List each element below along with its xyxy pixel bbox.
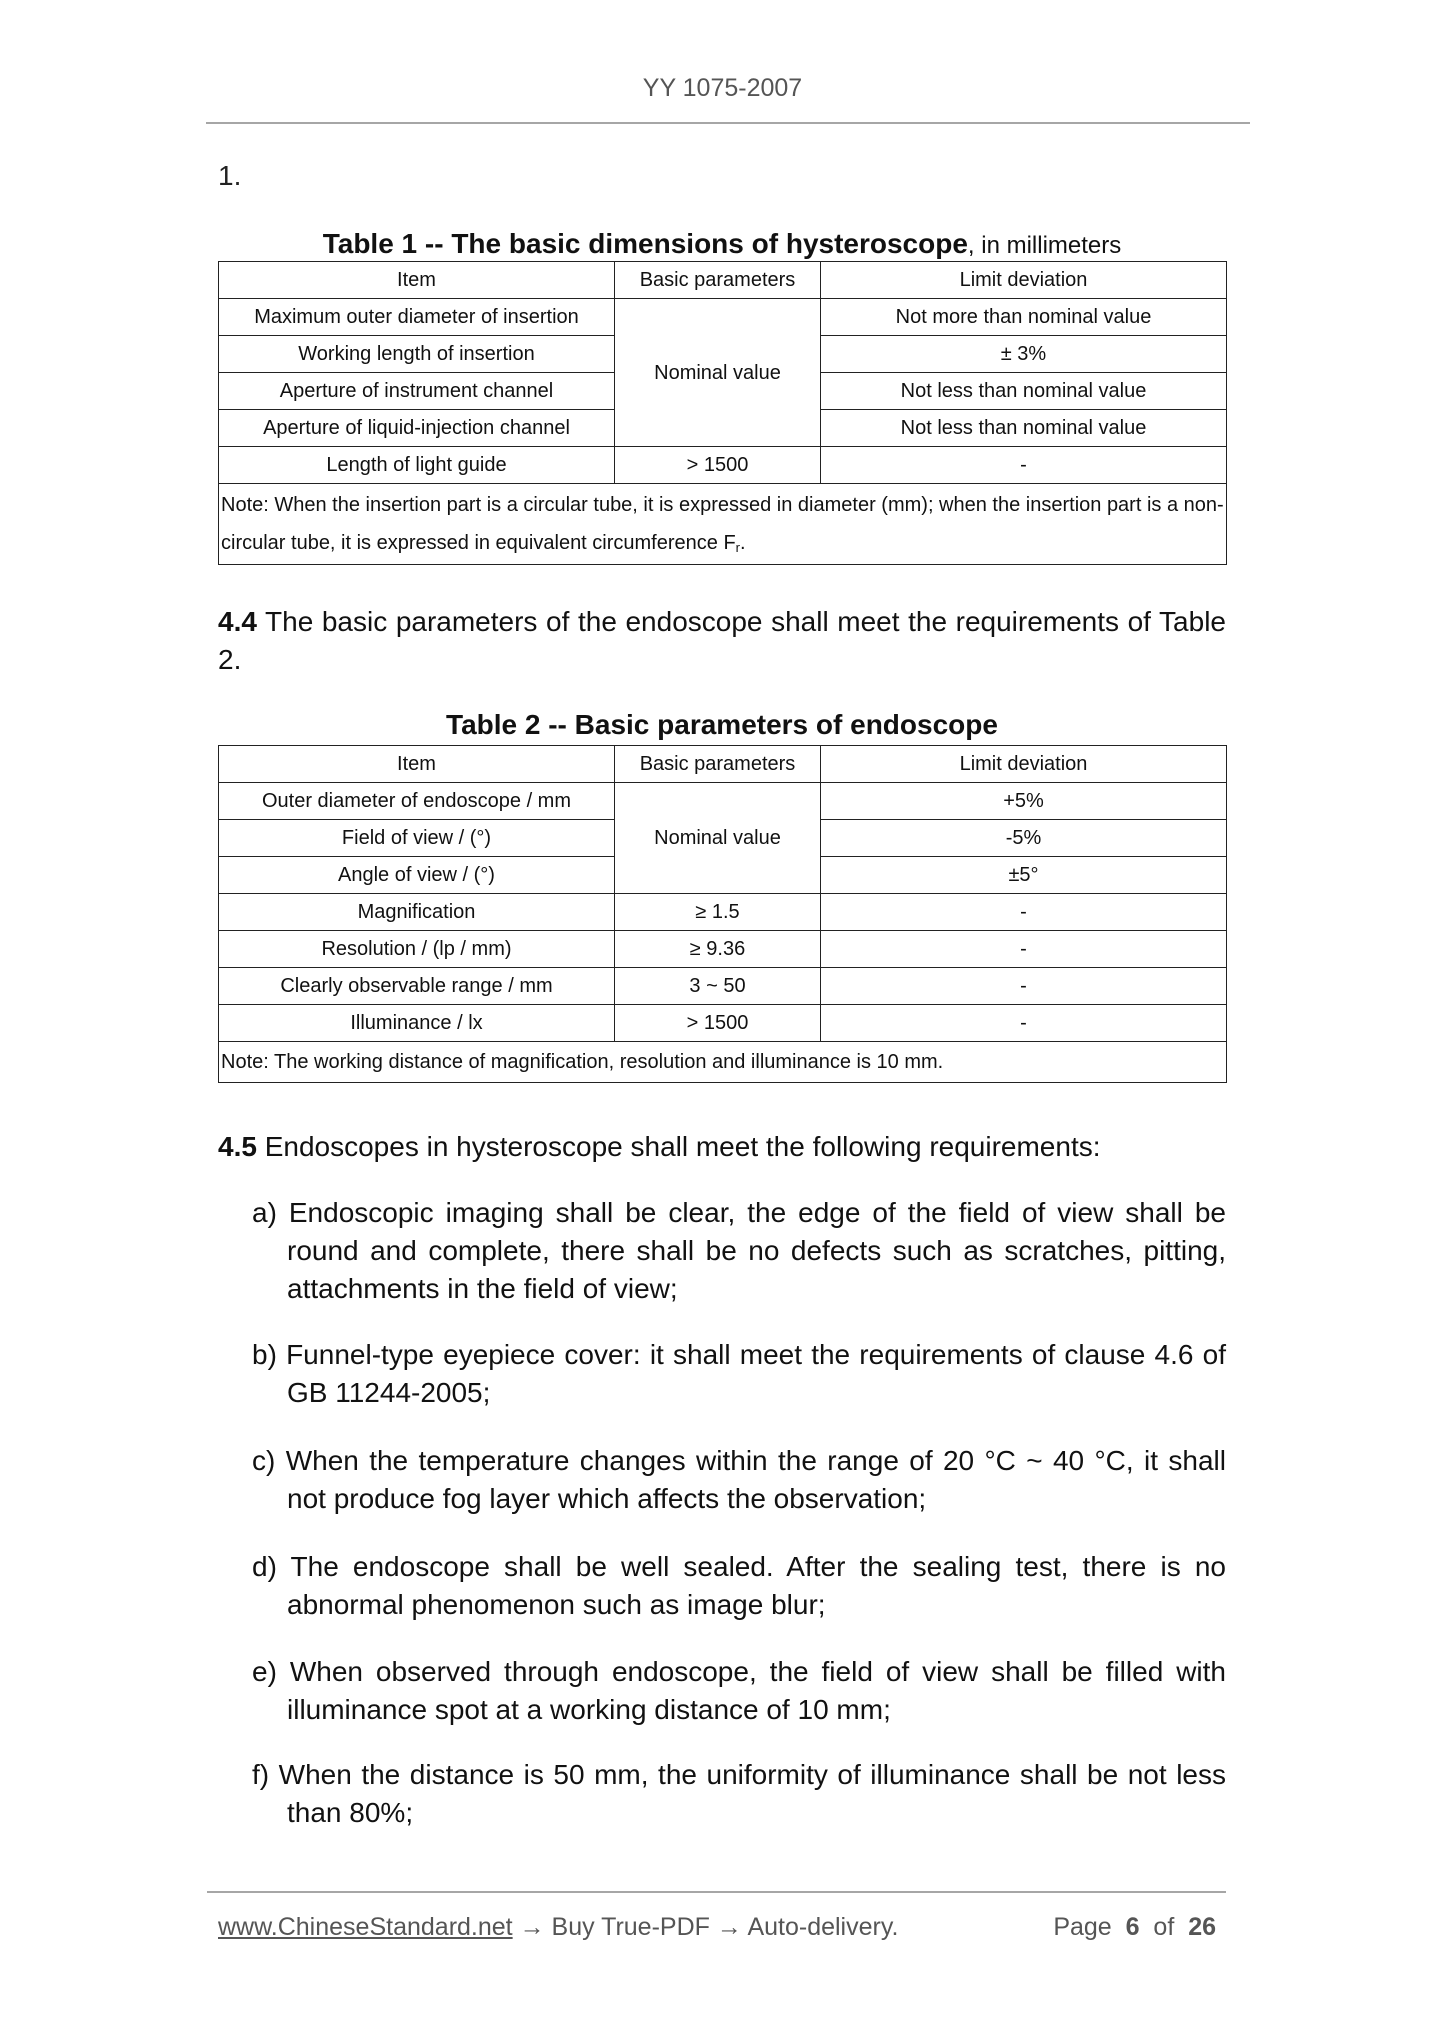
cell-item: Illuminance / lx (219, 1005, 615, 1042)
cell-basic: 3 ~ 50 (615, 968, 821, 1005)
table1-caption-unit: , in millimeters (967, 232, 1122, 259)
table-row (219, 299, 1227, 336)
table1-caption-title: Table 1 -- The basic dimensions of hysteroscope (322, 228, 968, 259)
section-4-5-number: 4.5 (218, 1131, 257, 1162)
section-4-4-text: The basic parameters of the endoscope shall meet the requirements of Table 2. (218, 606, 1226, 675)
column-header: Item (219, 262, 615, 299)
section-4-4 (218, 603, 1226, 679)
cell-item: Length of light guide (219, 447, 615, 484)
cell-basic: > 1500 (615, 1005, 821, 1042)
table-row (219, 783, 1227, 820)
cell-item: Field of view / (°) (219, 820, 615, 857)
cell-item: Resolution / (lp / mm) (219, 931, 615, 968)
header-rule (206, 122, 1250, 124)
cell-limit: - (821, 968, 1227, 1005)
running-header: YY 1075-2007 (642, 74, 803, 102)
arrow-right-icon: → (716, 1913, 742, 1941)
footer-rule (207, 1891, 1226, 1893)
column-header: Limit deviation (821, 746, 1227, 783)
page-total: 26 (1188, 1913, 1216, 1941)
arrow-right-icon: → (519, 1913, 545, 1941)
table1-caption (218, 227, 1226, 263)
cell-basic: > 1500 (615, 447, 821, 484)
table2 (218, 745, 1227, 1083)
column-header: Basic parameters (615, 746, 821, 783)
cell-item: Maximum outer diameter of insertion (219, 299, 615, 336)
column-header: Item (219, 746, 615, 783)
cell-item: Outer diameter of endoscope / mm (219, 783, 615, 820)
cell-item: Angle of view / (°) (219, 857, 615, 894)
cell-basic-merged: Nominal value (615, 783, 821, 894)
cell-item: Working length of insertion (219, 336, 615, 373)
section-4-5-text: Endoscopes in hysteroscope shall meet the following requirements: (256, 1131, 1101, 1162)
footer-step-delivery: Auto-delivery. (747, 1913, 899, 1941)
table1-note-text: Note: When the insertion part is a circular tube, it is expressed in diameter (mm); when the insertion part is a non-circular tube, it is expressed in equivalent circumference F (221, 494, 1224, 554)
page-current: 6 (1125, 1913, 1140, 1941)
page-label: Page (1053, 1913, 1112, 1941)
cell-item: Magnification (219, 894, 615, 931)
cell-basic: ≥ 9.36 (615, 931, 821, 968)
table1-header-row (219, 262, 1227, 299)
table-row (219, 968, 1227, 1005)
cell-limit: - (821, 894, 1227, 931)
cell-limit: Not less than nominal value (821, 373, 1227, 410)
page-of: of (1153, 1913, 1175, 1941)
table2-note: Note: The working distance of magnification, resolution and illuminance is 10 mm. (219, 1042, 1227, 1083)
cell-limit: - (821, 447, 1227, 484)
table2-note-row (219, 1042, 1227, 1083)
table2-caption: Table 2 -- Basic parameters of endoscope (446, 709, 998, 740)
requirement-item-c: c) When the temperature changes within the range of 20 °C ~ 40 °C, it shall not produce fog layer which affects the observation; (252, 1445, 1226, 1514)
cell-limit: ±5° (821, 857, 1227, 894)
table1 (218, 261, 1227, 565)
requirement-item-e: e) When observed through endoscope, the field of view shall be filled with illuminance spot at a working distance of 10 mm; (252, 1656, 1226, 1725)
cell-limit: Not more than nominal value (821, 299, 1227, 336)
requirement-item-a: a) Endoscopic imaging shall be clear, the edge of the field of view shall be round and complete, there shall be no defects such as scratches, pitting, attachments in the field of view; (252, 1197, 1226, 1304)
website-link[interactable]: www.ChineseStandard.net (218, 1913, 513, 1941)
column-header: Limit deviation (821, 262, 1227, 299)
table1-note-row (219, 484, 1227, 565)
cell-limit: +5% (821, 783, 1227, 820)
table1-note-end: . (740, 532, 746, 554)
table-row (219, 1005, 1227, 1042)
requirement-item-b: b) Funnel-type eyepiece cover: it shall meet the requirements of clause 4.6 of GB 11244-2005; (252, 1339, 1226, 1408)
cell-limit: - (821, 1005, 1227, 1042)
requirement-item-d: d) The endoscope shall be well sealed. After the sealing test, there is no abnormal phenomenon such as image blur; (252, 1551, 1226, 1620)
table-row (219, 894, 1227, 931)
cell-limit: ± 3% (821, 336, 1227, 373)
section-4-4-number: 4.4 (218, 606, 257, 637)
cell-basic-merged: Nominal value (615, 299, 821, 447)
requirement-item-f: f) When the distance is 50 mm, the uniformity of illuminance shall be not less than 80%; (252, 1759, 1226, 1828)
cell-item: Aperture of liquid-injection channel (219, 410, 615, 447)
cell-basic: ≥ 1.5 (615, 894, 821, 931)
table-row (219, 931, 1227, 968)
cell-limit: -5% (821, 820, 1227, 857)
footer (218, 1911, 1226, 1943)
section-4-5 (218, 1128, 1226, 1166)
page-indicator (1053, 1911, 1216, 1943)
clause-number: 1. (218, 160, 242, 191)
table1-note (219, 484, 1227, 565)
cell-item: Clearly observable range / mm (219, 968, 615, 1005)
cell-limit: Not less than nominal value (821, 410, 1227, 447)
column-header: Basic parameters (615, 262, 821, 299)
footer-step-buy: Buy True-PDF (551, 1913, 710, 1941)
table2-header-row (219, 746, 1227, 783)
table1-note-subscript: r (735, 540, 741, 555)
cell-item: Aperture of instrument channel (219, 373, 615, 410)
cell-limit: - (821, 931, 1227, 968)
table-row (219, 447, 1227, 484)
